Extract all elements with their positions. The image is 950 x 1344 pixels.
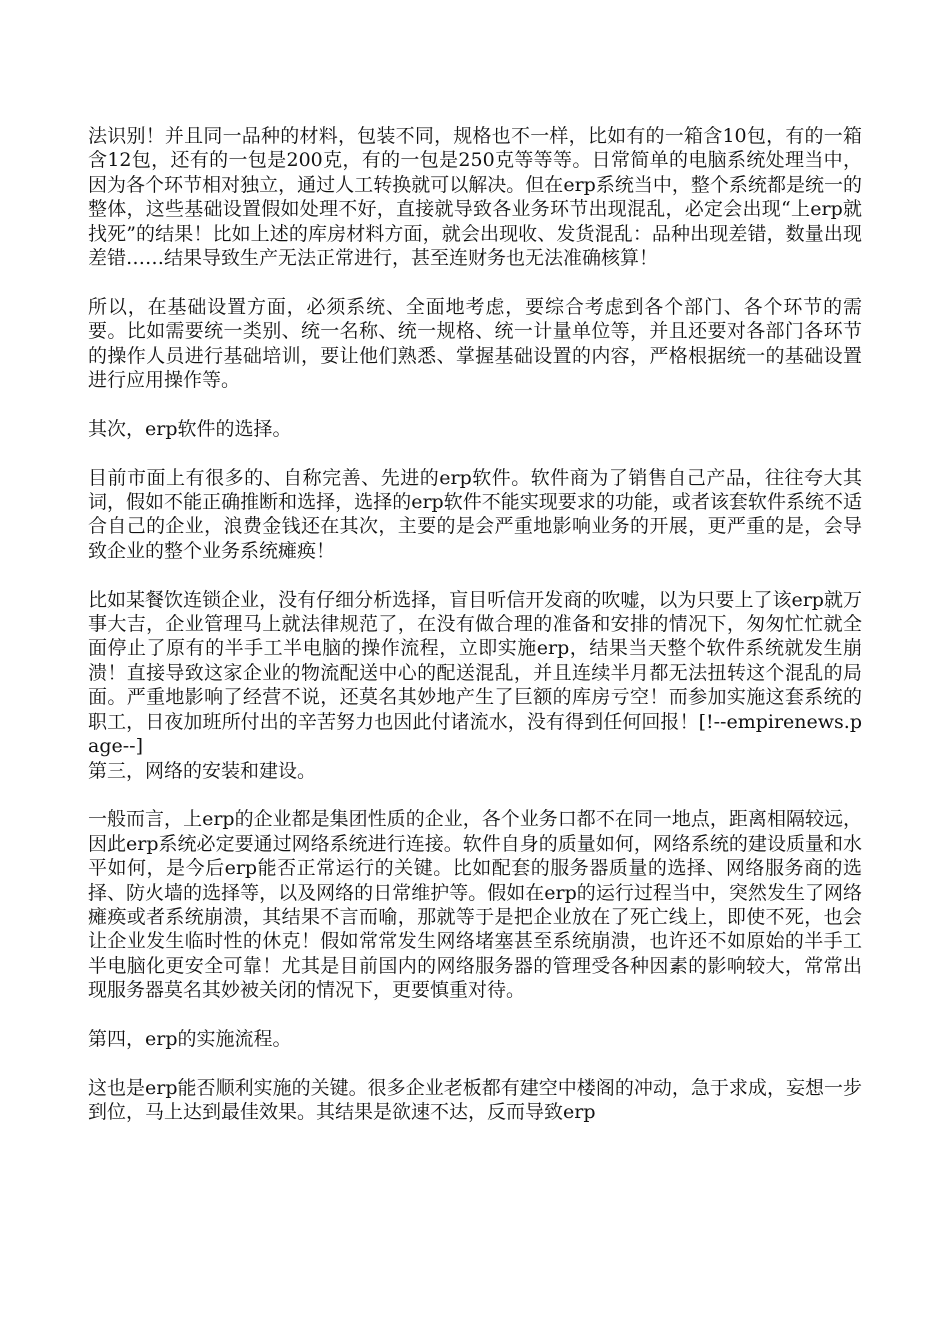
heading-software-selection: 其次，erp软件的选择。 xyxy=(88,417,292,440)
paragraph-network-importance: 一般而言，上erp的企业都是集团性质的企业，各个业务口都不在同一地点，距离相隔较远，因此erp系统必定要通过网络系统进行连接。软件自身的质量如何，网络系统的建设质量和水平如何，是今后erp能否正常运行的关键。比如配套的服务器质量的选择、网络服务商的选择、防火墙的选择等，以及网络的日常维护等。假如在erp的运行过程当中，突然发生了网络瘫痪或者系统崩溃，其结果不言而喻，那就等于是把企业放在了死亡线上，即使不死，也会让企业发生临时性的休克！假如常常发生网络堵塞甚至系统崩溃，也许还不如原始的半手工半电脑化更安全可靠！尤其是目前国内的网络服务器的管理受各种因素的影响较大，常常出现服务器莫名其妙被关闭的情况下，更要慎重对待。 xyxy=(88,808,862,1002)
paragraph-software-market: 目前市面上有很多的、自称完善、先进的erp软件。软件商为了销售自己产品，往往夸大其词，假如不能正确推断和选择，选择的erp软件不能实现要求的功能，或者该套软件系统不适合自己的企业，浪费金钱还在其次，主要的是会严重地影响业务的开展，更严重的是，会导致企业的整个业务系统瘫痪！ xyxy=(88,466,862,562)
paragraph-implementation-key: 这也是erp能否顺利实施的关键。很多企业老板都有建空中楼阁的冲动，急于求成，妄想一步到位，马上达到最佳效果。其结果是欲速不达，反而导致erp xyxy=(88,1076,862,1124)
paragraph-restaurant-example: 比如某餐饮连锁企业，没有仔细分析选择，盲目听信开发商的吹嘘，以为只要上了该erp就万事大吉，企业管理马上就法律规范了，在没有做合理的准备和安排的情况下，匆匆忙忙就全面停止了原有的半手工半电脑的操作流程，立即实施erp，结果当天整个软件系统就发生崩溃！直接导致这家企业的物流配送中心的配送混乱，并且连续半月都无法扭转这个混乱的局面。严重地影响了经营不说，还莫名其妙地产生了巨额的库房亏空！而参加实施这套系统的职工，日夜加班所付出的辛苦努力也因此付诸流水，没有得到任何回报！[!--empirenews.page--] xyxy=(88,588,862,758)
paragraph-base-settings-solution: 所以，在基础设置方面，必须系统、全面地考虑，要综合考虑到各个部门、各个环节的需要。比如需要统一类别、统一名称、统一规格、统一计量单位等，并且还要对各部门各环节的操作人员进行基础培训，要让他们熟悉、掌握基础设置的内容，严格根据统一的基础设置进行应用操作等。 xyxy=(88,295,862,392)
heading-network: 第三，网络的安装和建设。 xyxy=(88,759,317,782)
paragraph-base-settings-problem: 法识别！并且同一品种的材料，包装不同，规格也不一样，比如有的一箱含10包，有的一箱含12包，还有的一包是200克，有的一包是250克等等等。日常简单的电脑系统处理当中，因为各个环节相对独立，通过人工转换就可以解决。但在erp系统当中，整个系统都是统一的整体，这些基础设置假如处理不好，直接就导致各业务环节出现混乱，必定会出现“上erp就找死”的结果！比如上述的库房材料方面，就会出现收、发货混乱：品种出现差错，数量出现差错……结果导致生产无法正常进行，甚至连财务也无法准确核算！ xyxy=(88,125,862,270)
document-body xyxy=(88,124,862,1149)
heading-implementation-process: 第四，erp的实施流程。 xyxy=(88,1027,292,1050)
